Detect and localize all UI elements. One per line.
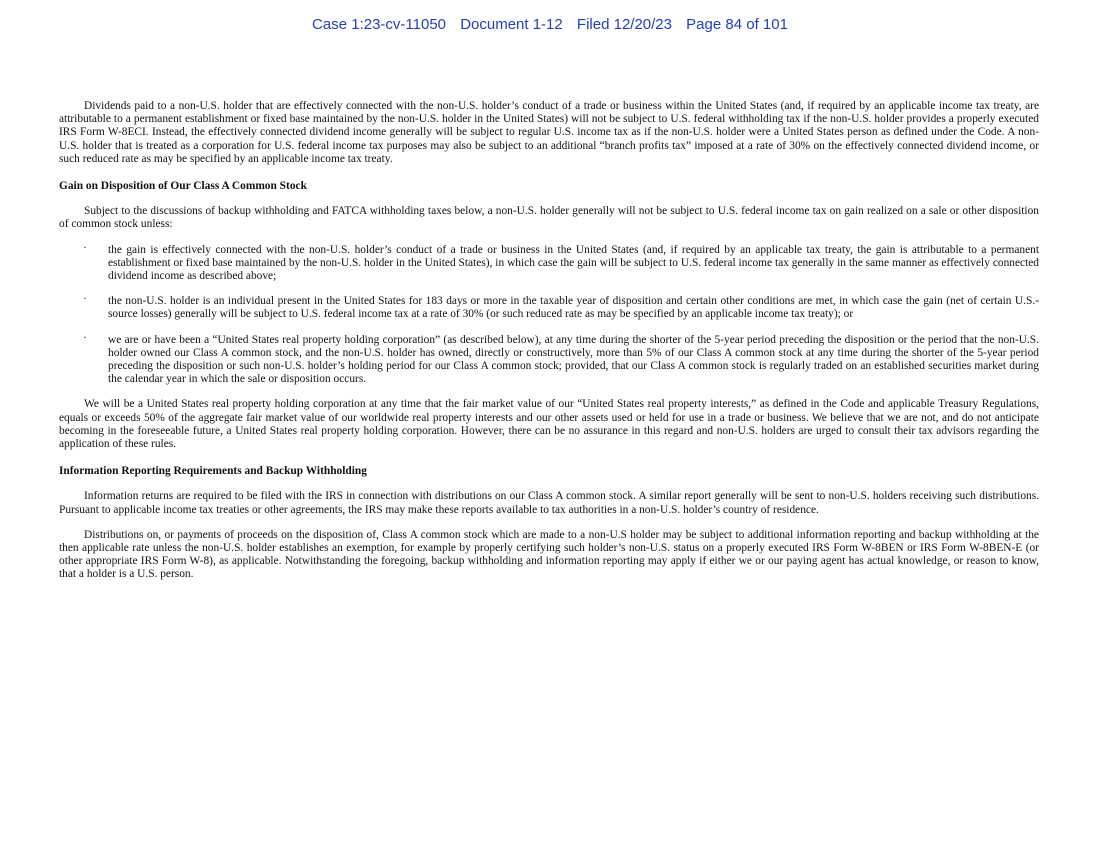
filed-date: Filed 12/20/23 [576,16,672,33]
case-number: Case 1:23-cv-11050 [312,16,447,33]
list-item-text: the gain is effectively connected with the non-U.S. holder’s conduct of a trade or business in the United States (and, if required by an applicable tax treaty, the gain is attributable to a permanent establishment or fixed base maintained by the non-U.S. holder in the United States), in which case the gain will be subject to U.S. federal income tax generally in the same manner as effectively connected dividend income as described above; [108,243,1039,283]
usrphc-paragraph: We will be a United States real property holding corporation at any time that the fair market value of our “United States real property interests,” as defined in the Code and applicable Treasury Regulations, equals or exceeds 50% of the aggregate fair market value of our worldwide real property interests and our other assets used or held for use in a trade or business. We believe that we are not, and do not anticipate becoming in the foreseeable future, a United States real property holding corporation. However, there can be no assurance in this regard and non-U.S. holders are urged to consult their tax advisors regarding the application of these rules. [59,398,1039,451]
dividends-paragraph: Dividends paid to a non-U.S. holder that are effectively connected with the non-U.S. holder’s conduct of a trade or business within the United States (and, if required by an applicable income tax treaty, are attributable to a permanent establishment or fixed base maintained by the non-U.S. holder in the United States) will not be subject to U.S. federal withholding tax if the non-U.S. holder provides a properly executed IRS Form W-8ECI. Instead, the effectively connected dividend income generally will be subject to regular U.S. income tax as if the non-U.S. holder were a United States person as defined under the Code. A non-U.S. holder that is treated as a corporation for U.S. federal income tax purposes may also be subject to an additional “branch profits tax” imposed at a rate of 30% on the effectively connected dividend income, or such reduced rate as may be specified by an applicable income tax treaty. [59,100,1039,165]
bullet-icon: · [83,241,87,254]
gain-intro-paragraph: Subject to the discussions of backup withholding and FATCA withholding taxes below, a non-U.S. holder generally will not be subject to U.S. federal income tax on gain realized on a sale or other disposition of common stock unless: [59,205,1039,231]
distributions-paragraph: Distributions on, or payments of proceeds on the disposition of, Class A common stock which are made to a non-U.S holder may be subject to additional information reporting and backup withholding at the then applicable rate unless the non-U.S. holder establishes an exemption, for example by properly certifying such holder’s non-U.S. status on a properly executed IRS Form W-8BEN or IRS Form W-8BEN-E (or other appropriate IRS Form W-8), as applicable. Notwithstanding the foregoing, backup withholding and information reporting may apply if either we or our paying agent has actual knowledge, or reason to know, that a holder is a U.S. person. [59,528,1039,581]
document-body [59,100,1039,594]
info-reporting-heading: Information Reporting Requirements and Backup Withholding [59,465,367,478]
page-number: Page 84 of 101 [686,16,788,33]
list-item [59,295,1039,321]
list-item [59,331,1039,387]
bullet-icon: · [83,293,87,306]
info-returns-paragraph: Information returns are required to be filed with the IRS in connection with distributions on our Class A common stock. A similar report generally will be sent to non-U.S. holders receiving such distributions. Pursuant to applicable income tax treaties or other agreements, the IRS may make these reports available to tax authorities in a non-U.S. holder’s country of residence. [59,490,1039,516]
list-item-text: we are or have been a “United States real property holding corporation” (as described below), at any time during the shorter of the 5-year period preceding the disposition or the period that the non-U.S. holder owned our Class A common stock, and the non-U.S. holder has owned, directly or constructively, more than 5% of our Class A common stock at any time during the shorter of the 5-year period preceding the disposition or such non-U.S. holder’s holding period for our Class A common stock; provided, that our Class A common stock is regularly traded on an established securities market during the calendar year in which the sale or disposition occurs. [108,333,1039,386]
gain-conditions-list [59,241,1039,387]
case-header [0,16,1100,33]
bullet-icon: · [83,331,87,344]
document-number: Document 1-12 [460,16,563,33]
gain-heading: Gain on Disposition of Our Class A Common Stock [59,180,307,193]
list-item-text: the non-U.S. holder is an individual present in the United States for 183 days or more in the taxable year of disposition and certain other conditions are met, in which case the gain (net of certain U.S.-source losses) generally will be subject to U.S. federal income tax at a rate of 30% (or such reduced rate as may be specified by an applicable income tax treaty); or [108,295,1039,321]
list-item [59,241,1039,284]
